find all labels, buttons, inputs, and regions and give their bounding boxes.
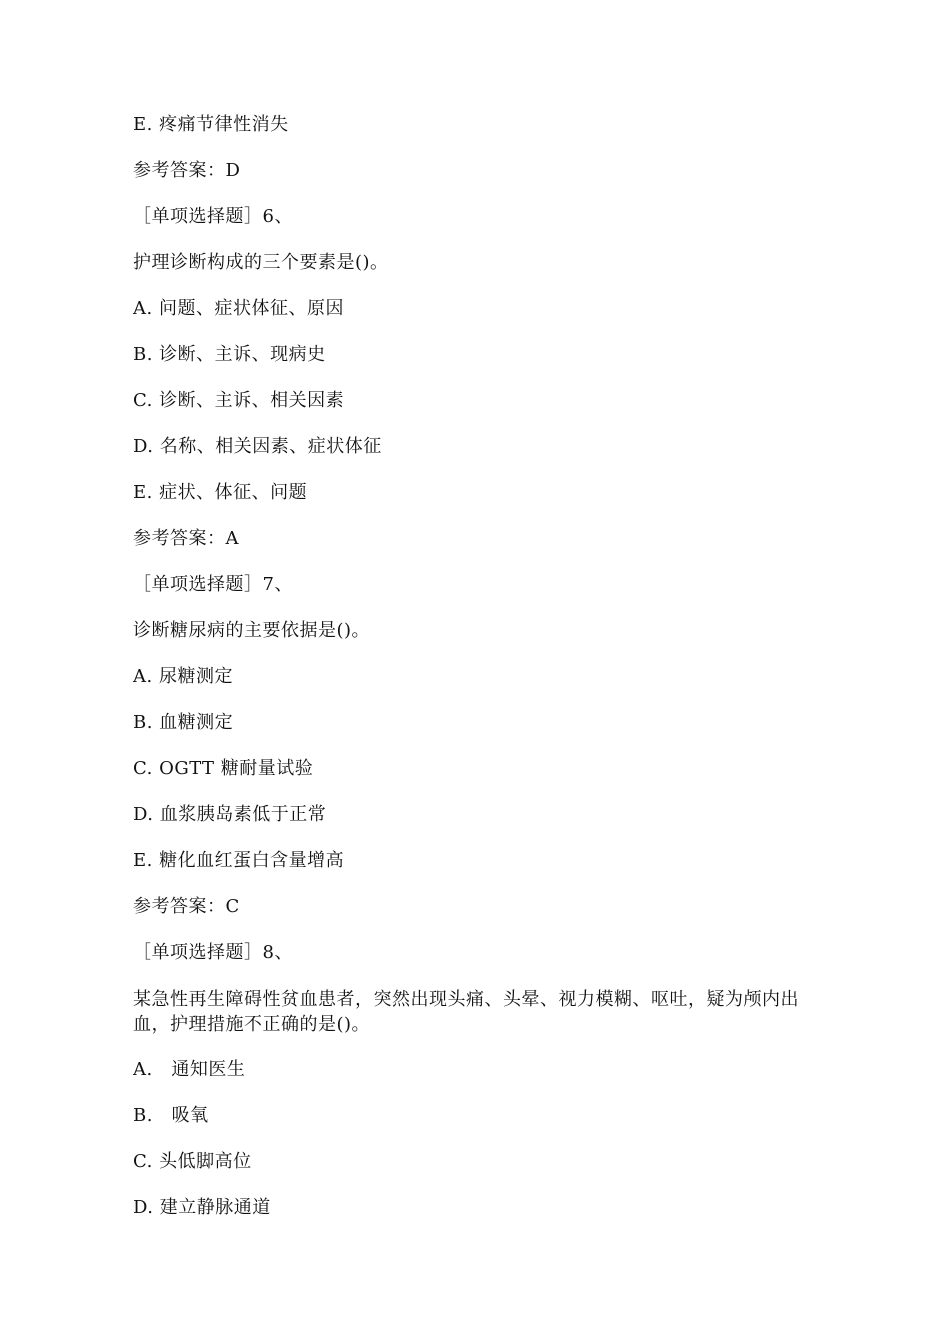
q5-answer: 参考答案：D — [133, 160, 241, 181]
q6-option-e: E. 症状、体征、问题 — [133, 482, 308, 503]
q6-option-a: A. 问题、症状体征、原因 — [133, 298, 344, 319]
q6-answer: 参考答案：A — [133, 528, 239, 549]
q7-header: ［单项选择题］7、 — [133, 574, 293, 595]
q6-option-c: C. 诊断、主诉、相关因素 — [133, 390, 345, 411]
q8-header: ［单项选择题］8、 — [133, 942, 293, 963]
q8-stem: 某急性再生障碍性贫血患者，突然出现头痛、头晕、视力模糊、呕吐，疑为颅内出血，护理措施不正确的是()。 — [133, 989, 799, 1035]
q6-option-d: D. 名称、相关因素、症状体征 — [133, 436, 382, 457]
q7-option-b: B. 血糖测定 — [133, 712, 234, 733]
q8-option-a: A. 通知医生 — [133, 1059, 246, 1080]
q7-option-e: E. 糖化血红蛋白含量增高 — [133, 850, 345, 871]
q7-option-a: A. 尿糖测定 — [133, 666, 233, 687]
q7-answer: 参考答案：C — [133, 896, 240, 917]
q6-stem: 护理诊断构成的三个要素是()。 — [133, 252, 389, 273]
q6-header: ［单项选择题］6、 — [133, 206, 293, 227]
q8-option-d: D. 建立静脉通道 — [133, 1197, 271, 1218]
q7-option-d: D. 血浆胰岛素低于正常 — [133, 804, 327, 825]
q7-option-c: C. OGTT 糖耐量试验 — [133, 758, 314, 779]
q5-option-e: E. 疼痛节律性消失 — [133, 114, 289, 135]
q8-option-c: C. 头低脚高位 — [133, 1151, 252, 1172]
q7-stem: 诊断糖尿病的主要依据是()。 — [133, 620, 371, 641]
q8-option-b: B. 吸氧 — [133, 1105, 209, 1126]
q6-option-b: B. 诊断、主诉、现病史 — [133, 344, 326, 365]
